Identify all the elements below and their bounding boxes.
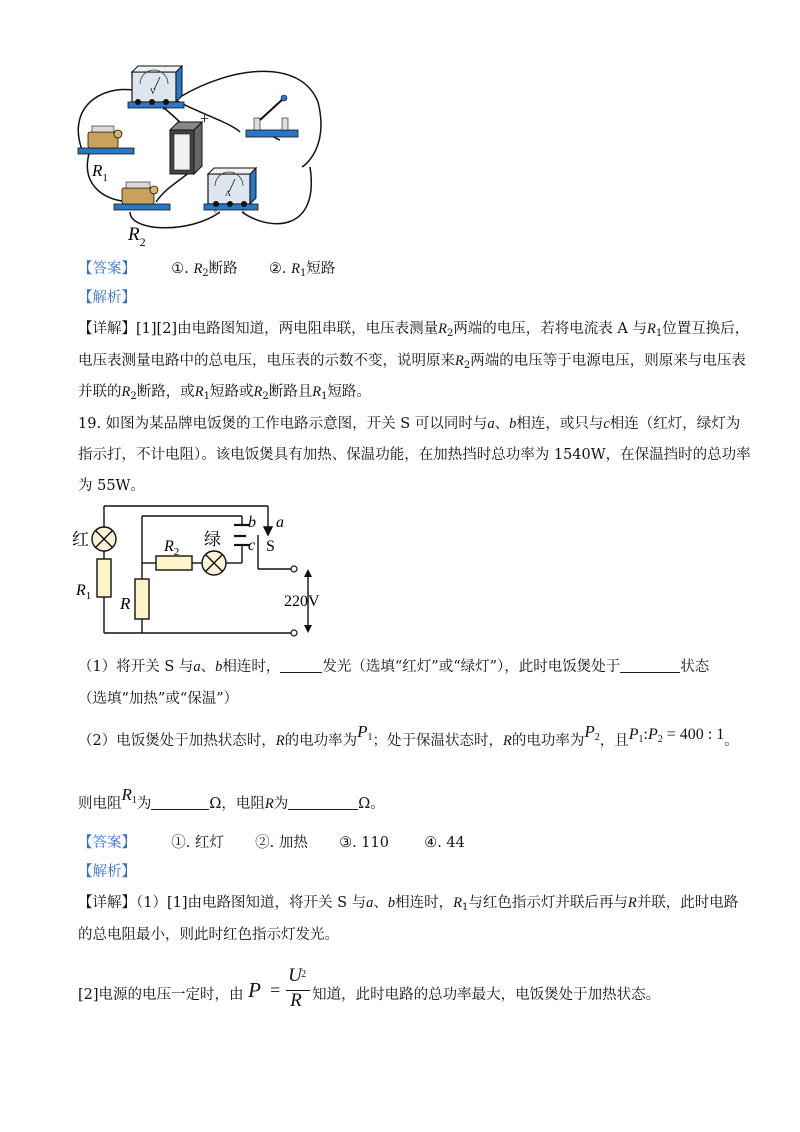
ammeter — [204, 168, 258, 215]
ammeter-scale-0: 0 — [214, 210, 217, 215]
text: 相连，或只与 — [516, 416, 604, 432]
var-r: R — [627, 895, 637, 911]
text: [2]电源的电压一定时，由 — [78, 987, 244, 1003]
text: 断路，或 — [136, 384, 195, 400]
question-19-2-line-1 — [78, 722, 739, 756]
text: （1）将开关 S 与 — [78, 659, 194, 675]
answer-tag: 【答案】 — [78, 261, 136, 277]
answer-item: ④. 44 — [424, 835, 465, 851]
var-b: b — [387, 895, 396, 911]
answer-number: ②. — [268, 261, 287, 277]
question-19-1-line-1 — [78, 657, 709, 677]
var-r: R — [264, 796, 274, 812]
voltage-label: 220V — [284, 593, 320, 610]
text: （1）[1]由电路图知道，将开关 S 与 — [136, 895, 367, 911]
subscript: 1 — [299, 268, 307, 279]
r-label: R — [120, 594, 131, 613]
r2-label: $R_2$ — [128, 224, 146, 249]
ammeter-label: A — [225, 189, 231, 198]
contact-c-label: c — [248, 537, 256, 554]
var-r: R — [453, 895, 463, 911]
text: 短路。 — [327, 384, 371, 400]
r1-label: $R_1$ — [92, 161, 108, 184]
text: 并联的 — [78, 384, 122, 400]
r2-label: $R_2$ — [164, 538, 180, 558]
ammeter-scale-3: 3 — [242, 210, 245, 215]
subscript: 1 — [655, 328, 663, 339]
wire — [130, 212, 220, 228]
question-19-1-line-2: （选填“加热”或“保温”） — [78, 691, 239, 707]
question-19-2-line-2 — [78, 785, 385, 819]
var-a: a — [366, 895, 374, 911]
r1-label: $R_1$ — [76, 582, 92, 602]
text: 。 — [724, 733, 739, 749]
detail-tag: 【详解】 — [78, 895, 136, 911]
subscript: 1 — [462, 902, 469, 913]
battery — [170, 122, 202, 174]
circuit-figure-2 — [70, 503, 330, 645]
var-r: R — [275, 733, 285, 749]
plus-sign: + — [200, 111, 210, 128]
text: 状态 — [680, 659, 710, 675]
answer-blank[interactable] — [280, 658, 322, 673]
red-lamp — [92, 527, 116, 551]
subscript: 2 — [463, 360, 471, 371]
p2-symbol: $P_2$ — [584, 722, 600, 743]
analysis-tag-19: 【解析】 — [78, 864, 136, 880]
answer-19 — [78, 833, 465, 853]
text: 发光（选填“红灯”或“绿灯”），此时电饭煲处于 — [322, 659, 621, 675]
voltmeter-scale: 15 — [162, 107, 167, 112]
green-lamp-label: 绿 — [204, 530, 221, 549]
text: 电压表测量电路中的总电压，电压表的示数不变，说明原来 — [78, 353, 455, 369]
var-r: R — [121, 384, 131, 400]
switch-label: S — [266, 538, 275, 555]
subscript: 1 — [321, 391, 328, 402]
var-a: a — [487, 416, 495, 432]
text: Ω，电阻 — [209, 796, 265, 812]
var-r: R — [312, 384, 322, 400]
subscript: 2 — [446, 328, 454, 339]
question-19-line-3: 为 55W。 — [78, 478, 145, 494]
text: 为 — [136, 796, 152, 812]
detail-18-line-3 — [78, 382, 371, 407]
switch — [246, 95, 298, 137]
var-r: R — [455, 353, 464, 369]
voltmeter — [128, 66, 184, 112]
question-19-line-2: 指示打，不计电阻）。该电饭煲具有加热、保温功能，在加热挡时总功率为 1540W，在保温挡时的总功率 — [78, 447, 751, 463]
power-ratio-formula: $P_1:P_2 = 400$ : 1 — [628, 726, 725, 745]
var-c: c — [603, 416, 610, 432]
var-r: R — [194, 384, 204, 400]
detail-19-line-1 — [78, 893, 738, 918]
green-lamp — [202, 551, 226, 575]
text: 、 — [373, 895, 388, 911]
text: （2）电饭煲处于加热状态时， — [78, 733, 276, 749]
subscript: 2 — [262, 391, 269, 402]
subscript: 2 — [202, 268, 209, 279]
detail-19-line-2: 的总电阻最小，则此时红色指示灯发光。 — [78, 927, 339, 943]
resistor-r — [135, 579, 149, 619]
text: 、 — [200, 659, 216, 675]
answer-item: ①. 红灯 — [171, 835, 224, 851]
power-formula: P = U 2 R — [248, 969, 312, 1013]
text: 并联，此时电路 — [636, 895, 739, 911]
text: 的电功率为 — [511, 733, 585, 749]
text: 的电功率为 — [284, 733, 358, 749]
text: 19. 如图为某品牌电饭煲的工作电路示意图，开关 S 可以同时与 — [78, 416, 488, 432]
answer-text: 短路 — [306, 261, 336, 277]
resistor-r1 — [97, 559, 111, 597]
var-a: a — [193, 659, 201, 675]
answer-text: 断路 — [208, 261, 238, 277]
text: [1][2]由电路图知道，两电阻串联，电压表测量 — [136, 321, 439, 337]
detail-19-line-3 — [78, 965, 661, 1017]
text: 相连（红灯，绿灯为 — [609, 416, 741, 432]
text: 相连时， — [222, 659, 281, 675]
circuit-figure-1 — [70, 62, 340, 252]
contact-a-label: a — [276, 514, 284, 531]
var-b: b — [509, 416, 517, 432]
red-lamp-label: 红 — [72, 530, 89, 549]
var-r: R — [438, 321, 447, 337]
question-19-line-1 — [78, 414, 740, 434]
resistor-r2 — [156, 556, 192, 570]
answer-number: ①. — [171, 261, 189, 277]
answer-blank[interactable] — [620, 658, 680, 673]
text: 短路或 — [209, 384, 254, 400]
answer-tag: 【答案】 — [78, 835, 136, 851]
var-b: b — [215, 659, 223, 675]
voltmeter-label: V — [150, 87, 156, 96]
text: 相连时， — [395, 895, 454, 911]
detail-18-line-2 — [78, 351, 746, 376]
text: ；处于保温状态时， — [372, 733, 503, 749]
text: 位置互换后， — [662, 321, 750, 337]
resistor-r1 — [78, 126, 134, 154]
text: 两端的电压等于电源电压，则原来与电压表 — [470, 353, 746, 369]
text: 知道，此时电路的总功率最大，电饭煲处于加热状态。 — [312, 987, 661, 1003]
answer-18 — [78, 259, 335, 284]
answer-blank[interactable] — [288, 795, 358, 810]
var-r: R — [291, 261, 300, 277]
answer-item: ③. 110 — [339, 835, 389, 851]
text: 、 — [494, 416, 510, 432]
text: Ω。 — [358, 796, 385, 812]
detail-tag: 【详解】 — [78, 321, 136, 337]
contact-b-label: b — [248, 514, 256, 531]
var-r: R — [647, 321, 656, 337]
analysis-tag-18: 【解析】 — [78, 290, 136, 306]
text: 两端的电压，若将电流表 A 与 — [453, 321, 648, 337]
p1-symbol: $P_1$ — [357, 722, 373, 743]
text: 则电阻 — [78, 796, 122, 812]
text: 为 — [273, 796, 289, 812]
subscript: 1 — [203, 391, 210, 402]
var-r: R — [502, 733, 512, 749]
answer-blank[interactable] — [151, 795, 209, 810]
var-r: R — [193, 261, 203, 277]
text: ，且 — [599, 733, 629, 749]
detail-18-line-1 — [78, 319, 749, 344]
text: 断路且 — [268, 384, 313, 400]
r1-symbol: $R_1$ — [121, 785, 137, 806]
answer-item: ②. 加热 — [255, 835, 308, 851]
var-r: R — [253, 384, 263, 400]
text: 与红色指示灯并联后再与 — [468, 895, 628, 911]
subscript: 2 — [130, 391, 137, 402]
